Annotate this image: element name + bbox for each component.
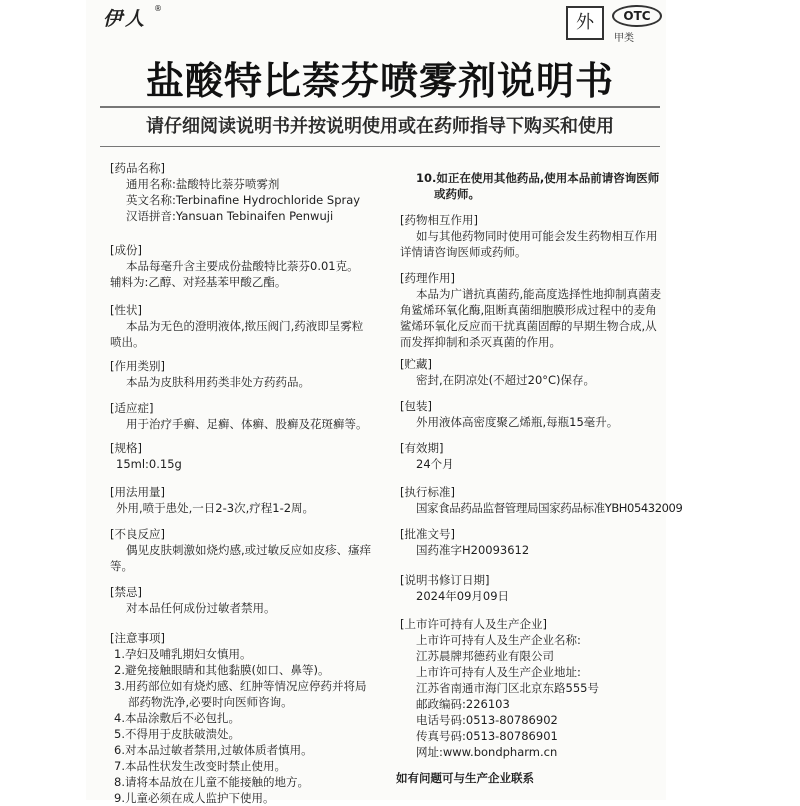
contact-note: 如有问题可与生产企业联系 (396, 771, 534, 785)
section-precautions (106, 630, 366, 806)
subtitle-divider (100, 146, 660, 147)
section-indications (106, 400, 368, 432)
holder-website: 网址:www.bondpharm.cn (416, 745, 558, 759)
contraindications-line: 对本品任何成份过敏者禁用。 (126, 601, 276, 615)
otc-class-label: 甲类 (614, 33, 634, 44)
holder-line: 上市许可持有人及生产企业地址: (416, 665, 581, 679)
otc-badge: OTC (612, 5, 662, 27)
section-package (396, 398, 618, 430)
section-validity (396, 440, 454, 472)
section-heading: [适应症] (110, 401, 154, 415)
pharmacology-line: 本品为广谱抗真菌药,能高度选择性地抑制真菌麦 (416, 287, 662, 301)
section-heading: [有效期] (400, 441, 444, 455)
holder-line: 上市许可持有人及生产企业名称: (416, 633, 581, 647)
section-heading: [批准文号] (400, 527, 455, 541)
adverse-line: 等。 (110, 559, 133, 573)
pinyin-name: 汉语拼音:Yansuan Tebinaifen Penwuji (126, 209, 334, 223)
precaution-item: 7.本品性状发生改变时禁止使用。 (114, 759, 286, 773)
precaution-item: 1.孕妇及哺乳期妇女慎用。 (114, 647, 252, 661)
section-heading: [用法用量] (110, 485, 165, 499)
section-heading: [性状] (110, 303, 142, 317)
holder-fax: 传真号码:0513-80786901 (416, 729, 558, 743)
package-line: 外用液体高密度聚乙烯瓶,每瓶15毫升。 (416, 415, 619, 429)
section-heading: [药品名称] (110, 161, 165, 175)
precaution-item: 2.避免接触眼睛和其他黏膜(如口、鼻等)。 (114, 663, 330, 677)
section-heading: [上市许可持有人及生产企业] (400, 617, 547, 631)
precaution-item: 6.对本品过敏者禁用,过敏体质者慎用。 (114, 743, 313, 757)
adverse-line: 偶见皮肤刺激如烧灼感,或过敏反应如皮疹、瘙痒 (126, 543, 372, 557)
registered-mark: ® (154, 4, 162, 13)
section-heading: [成份] (110, 243, 142, 257)
section-contraindications (106, 584, 276, 616)
precaution-line: 或药师。 (434, 187, 480, 201)
section-approval (396, 526, 529, 558)
description-line: 喷出。 (110, 335, 145, 349)
pharmacology-line: 而发挥抑制和杀灭真菌的作用。 (400, 335, 561, 349)
section-specification (106, 440, 182, 472)
section-pharmacology (396, 270, 661, 350)
section-heading: [执行标准] (400, 485, 455, 499)
holder-phone: 电话号码:0513-80786902 (416, 713, 558, 727)
standard-line: 国家食品药品监督管理局国家药品标准YBH05432009 (416, 501, 683, 515)
section-heading: [注意事项] (110, 631, 165, 645)
description-line: 本品为无色的澄明液体,揿压阀门,药液即呈雾粒 (126, 319, 364, 333)
dosage-line: 外用,喷于患处,一日2-3次,疗程1-2周。 (116, 501, 315, 515)
category-line: 本品为皮肤科用药类非处方药药品。 (126, 375, 310, 389)
section-heading: [药理作用] (400, 271, 455, 285)
section-heading: [规格] (110, 441, 142, 455)
section-composition (106, 242, 359, 290)
interactions-line: 详情请咨询医师或药师。 (400, 245, 527, 259)
precaution-line: 10.如正在使用其他药品,使用本品前请咨询医师 (416, 171, 660, 185)
precaution-item: 部药物洗净,必要时向医师咨询。 (128, 695, 293, 709)
holder-company: 江苏晨牌邦德药业有限公司 (416, 649, 554, 663)
section-drug-name (106, 160, 360, 224)
indications-line: 用于治疗手癣、足癣、体癣、股癣及花斑癣等。 (126, 417, 368, 431)
english-name: 英文名称:Terbinafine Hydrochloride Spray (126, 193, 361, 207)
interactions-line: 如与其他药物同时使用可能会发生药物相互作用 (416, 229, 658, 243)
section-category (106, 358, 310, 390)
revision-line: 2024年09月09日 (416, 589, 510, 603)
brand-logo: 伊人 (103, 8, 148, 30)
section-storage (396, 356, 595, 388)
section-heading: [说明书修订日期] (400, 573, 490, 587)
precaution-item: 5.不得用于皮肤破溃处。 (114, 727, 240, 741)
section-revision-date (396, 572, 509, 604)
page-title: 盐酸特比萘芬喷雾剂说明书 (145, 59, 614, 103)
section-heading: [包装] (400, 399, 432, 413)
precaution-item-10 (396, 170, 659, 202)
precaution-item: 9.儿童必须在成人监护下使用。 (114, 791, 275, 805)
section-heading: [不良反应] (110, 527, 165, 541)
common-name: 通用名称:盐酸特比萘芬喷雾剂 (126, 177, 280, 191)
section-adverse-reactions (106, 526, 371, 574)
precaution-item: 4.本品涂敷后不必包扎。 (114, 711, 240, 725)
section-interactions (396, 212, 658, 260)
validity-line: 24个月 (416, 457, 454, 471)
section-marketing-holder (396, 616, 599, 786)
external-use-mark: 外 (566, 6, 604, 40)
title-divider (100, 106, 660, 108)
composition-line: 辅料为:乙醇、对羟基苯甲酸乙酯。 (110, 275, 287, 289)
section-heading: [药物相互作用] (400, 213, 478, 227)
section-heading: [贮藏] (400, 357, 432, 371)
pharmacology-line: 鲨烯环氧化反应而干扰真菌固醇的早期生物合成,从 (400, 319, 657, 333)
precaution-item: 8.请将本品放在儿童不能接触的地方。 (114, 775, 309, 789)
composition-line: 本品每毫升含主要成份盐酸特比萘芬0.01克。 (126, 259, 359, 273)
precaution-item: 3.用药部位如有烧灼感、红肿等情况应停药并将局 (114, 679, 367, 693)
holder-postcode: 邮政编码:226103 (416, 697, 510, 711)
approval-line: 国药准字H20093612 (416, 543, 530, 557)
page-subtitle: 请仔细阅读说明书并按说明使用或在药师指导下购买和使用 (146, 116, 614, 137)
section-standard (396, 484, 682, 516)
specification-line: 15ml:0.15g (116, 457, 182, 471)
section-description (106, 302, 363, 350)
pharmacology-line: 角鲨烯环氧化酶,阻断真菌细胞膜形成过程中的麦角 (400, 303, 657, 317)
section-dosage (106, 484, 314, 516)
holder-address: 江苏省南通市海门区北京东路555号 (416, 681, 599, 695)
section-heading: [禁忌] (110, 585, 142, 599)
section-heading: [作用类别] (110, 359, 165, 373)
storage-line: 密封,在阴凉处(不超过20°C)保存。 (416, 373, 596, 387)
